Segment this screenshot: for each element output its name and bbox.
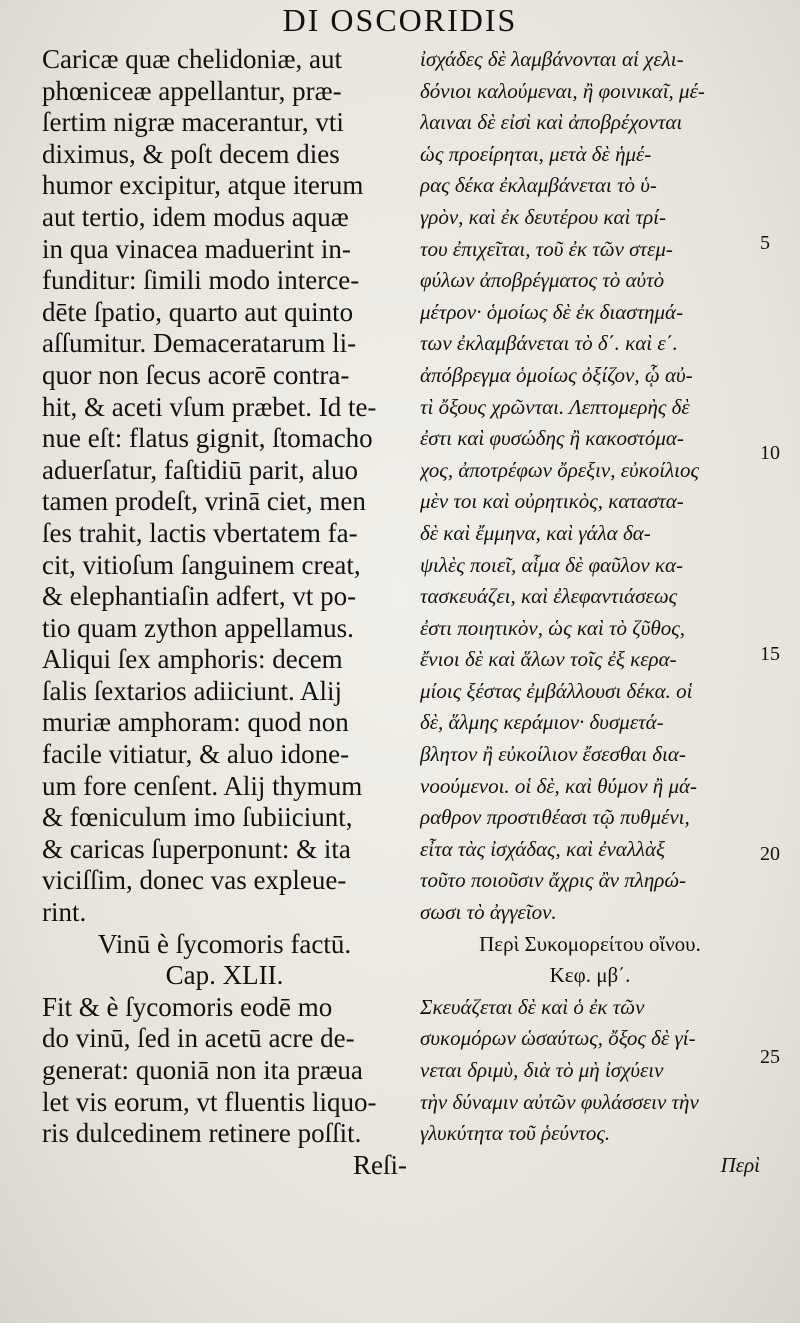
- latin-text-line: tio quam zython appellamus.: [42, 612, 354, 643]
- greek-text-line: σωσι τὸ ἀγγεῖον.: [420, 900, 557, 925]
- latin-text-line: let vis eorum, vt fluentis liquo-: [42, 1086, 377, 1117]
- latin-text-line: do vinū, ſed in acetū acre de-: [42, 1023, 355, 1054]
- greek-text-line: ἐστι καὶ φυσώδης ἢ κακοστόμα-: [420, 426, 684, 451]
- greek-text-line: τοῦτο ποιοῦσιν ἄχρις ἂν πληρώ-: [420, 868, 686, 893]
- greek-text-line: βλητον ἢ εὐκοίλιον ἔσεσθαι δια-: [420, 742, 686, 767]
- latin-text-line: phœniceæ appellantur, præ-: [42, 75, 342, 106]
- greek-text-line: ψιλὲς ποιεῖ, αἷμα δὲ φαῦλον κα-: [420, 552, 683, 577]
- latin-text-line: humor excipitur, atque iterum: [42, 170, 364, 201]
- margin-line-number: 25: [760, 1046, 780, 1068]
- latin-text-line: Aliqui ſex amphoris: decem: [42, 644, 343, 675]
- greek-text-line: φύλων ἀποβρέγματος τὸ αὐτὸ: [420, 268, 665, 293]
- latin-text-line: ſertim nigræ macerantur, vti: [42, 107, 344, 138]
- greek-text-line: ἰσχάδες δὲ λαμβάνονται αἱ χελι-: [420, 47, 684, 71]
- latin-text-line: viciſſim, donec vas expleue-: [42, 865, 347, 896]
- latin-text-line: & fœniculum imo ſubiiciunt,: [42, 802, 353, 833]
- greek-text-line: ὡς προείρηται, μετὰ δὲ ἡμέ-: [420, 141, 652, 166]
- latin-text-line: rint.: [42, 897, 87, 928]
- latin-text-line: tamen prodeſt, vrinā ciet, men: [42, 486, 366, 517]
- greek-text-line: ραθρον προστιθέασι τῷ πυθμένι,: [420, 805, 690, 830]
- latin-text-line: facile vitiatur, & aluo idone-: [42, 739, 350, 770]
- latin-text-line: muriæ amphoram: quod non: [42, 707, 349, 738]
- greek-text-line: γρὸν, καὶ ἐκ δευτέρου καὶ τρί-: [420, 204, 667, 229]
- greek-text-line: νοούμενοι. οἱ δὲ, καὶ θύμον ἢ μά-: [420, 773, 698, 798]
- latin-text-line: aut tertio, idem modus aquæ: [42, 201, 349, 232]
- latin-text-line: ris dulcedinem retinere poſſit.: [42, 1118, 362, 1149]
- greek-text-line: δὲ, ἅλμης κεράμιον· δυσμετά-: [420, 710, 664, 735]
- latin-text-line: & elephantiaſin adfert, vt po-: [42, 581, 357, 612]
- latin-text-line: Caricæ quæ chelidoniæ, aut: [42, 44, 342, 74]
- greek-text-line: Σκευάζεται δὲ καὶ ὁ ἐκ τῶν: [420, 994, 645, 1019]
- latin-text-line: in qua vinacea maduerint in-: [42, 233, 351, 264]
- margin-line-number: 20: [760, 843, 780, 865]
- greek-text-line: γλυκύτητα τοῦ ῥεύντος.: [420, 1121, 611, 1146]
- latin-catchword: Reſi-: [353, 1149, 407, 1180]
- latin-text-line: ſalis ſextarios adiiciunt. Alij: [42, 675, 342, 706]
- latin-text-line: ſes trahit, lactis vbertatem fa-: [42, 517, 358, 548]
- latin-text-line: dēte ſpatio, quarto aut quinto: [42, 296, 354, 327]
- latin-text-line: funditur: ſimili modo interce-: [42, 265, 360, 296]
- margin-line-number: 5: [760, 232, 770, 254]
- greek-text-line: ἀπόβρεγμα ὁμοίως ὀξίζον, ᾧ αὐ-: [420, 362, 693, 387]
- latin-text-line: generat: quoniā non ita præua: [42, 1055, 363, 1085]
- greek-text-line: συκομόρων ὡσαύτως, ὄξος δὲ γί-: [420, 1026, 696, 1051]
- greek-text-line: ἐστι ποιητικὸν, ὡς καὶ τὸ ζῦθος,: [420, 615, 686, 640]
- greek-section-heading: Περὶ Συκομορείτου οἴνου.: [479, 931, 701, 956]
- greek-text-line: δὲ καὶ ἔμμηνα, καὶ γάλα δα-: [420, 520, 651, 545]
- greek-text-line: εἶτα τὰς ἰσχάδας, καὶ ἐναλλὰξ: [420, 836, 666, 861]
- latin-column: [42, 44, 407, 1181]
- latin-text-line: Fit & è ſycomoris eodē mo: [42, 991, 333, 1022]
- greek-text-line: δόνιοι καλούμεναι, ἢ φοινικαῖ, μέ-: [420, 78, 705, 103]
- latin-text-line: & caricas ſuperponunt: & ita: [42, 833, 351, 864]
- greek-text-line: τὶ ὄξους χρῶνται. Λεπτομερὴς δὲ: [420, 394, 690, 419]
- latin-section-heading: Vinū è ſycomoris factū.: [97, 928, 352, 959]
- greek-column: [420, 44, 760, 1181]
- margin-line-number: 15: [760, 643, 780, 665]
- latin-text-line: diximus, & poſt decem dies: [42, 138, 340, 169]
- greek-chapter-heading: Κεφ. μβ΄.: [549, 963, 631, 988]
- latin-text-line: quor non ſecus acorē contra-: [42, 359, 350, 390]
- latin-text-line: aſſumitur. Demaceratarum li-: [42, 328, 357, 359]
- greek-text-line: νεται δριμὺ, διὰ τὸ μὴ ἰσχύειν: [420, 1058, 664, 1082]
- latin-chapter-heading: Cap. XLII.: [165, 960, 284, 991]
- latin-text-line: aduerſatur, faſtidiū parit, aluo: [42, 454, 359, 485]
- latin-text-line: nue eſt: flatus gignit, ſtomacho: [42, 423, 373, 454]
- greek-text-line: τασκευάζει, καὶ ἐλεφαντιάσεως: [420, 584, 678, 609]
- greek-text-line: χος, ἀποτρέφων ὄρεξιν, εὐκοίλιος: [420, 457, 700, 482]
- greek-text-line: των ἐκλαμβάνεται τὸ δ΄. καὶ ε΄.: [420, 331, 678, 356]
- greek-text-line: τὴν δύναμιν αὐτῶν φυλάσσειν τὴν: [420, 1089, 699, 1114]
- greek-text-line: ρας δέκα ἐκλαμβάνεται τὸ ὑ-: [420, 173, 657, 198]
- latin-text-line: hit, & aceti vſum præbet. Id te-: [42, 391, 377, 422]
- greek-text-line: μέτρον· ὁμοίως δὲ ἐκ διαστημά-: [420, 299, 684, 324]
- greek-text-line: λαιναι δὲ εἰσὶ καὶ ἀποβρέχονται: [420, 110, 683, 135]
- greek-text-line: ἔνιοι δὲ καὶ ἅλων τοῖς ἐξ κερα-: [420, 647, 677, 672]
- latin-text-line: um fore cenſent. Alij thymum: [42, 770, 363, 801]
- margin-line-number: 10: [760, 442, 780, 464]
- latin-text-line: cit, vitioſum ſanguinem creat,: [42, 549, 361, 580]
- greek-text-line: του ἐπιχεῖται, τοῦ ἐκ τῶν στεμ-: [420, 236, 673, 261]
- greek-text-line: μὲν τοι καὶ οὐρητικὸς, καταστα-: [420, 489, 684, 514]
- greek-text-line: μίοις ξέστας ἐμβάλλουσι δέκα. οἱ: [420, 678, 693, 703]
- greek-catchword: Περὶ: [720, 1152, 760, 1177]
- running-head: DI OSCORIDIS: [282, 2, 518, 38]
